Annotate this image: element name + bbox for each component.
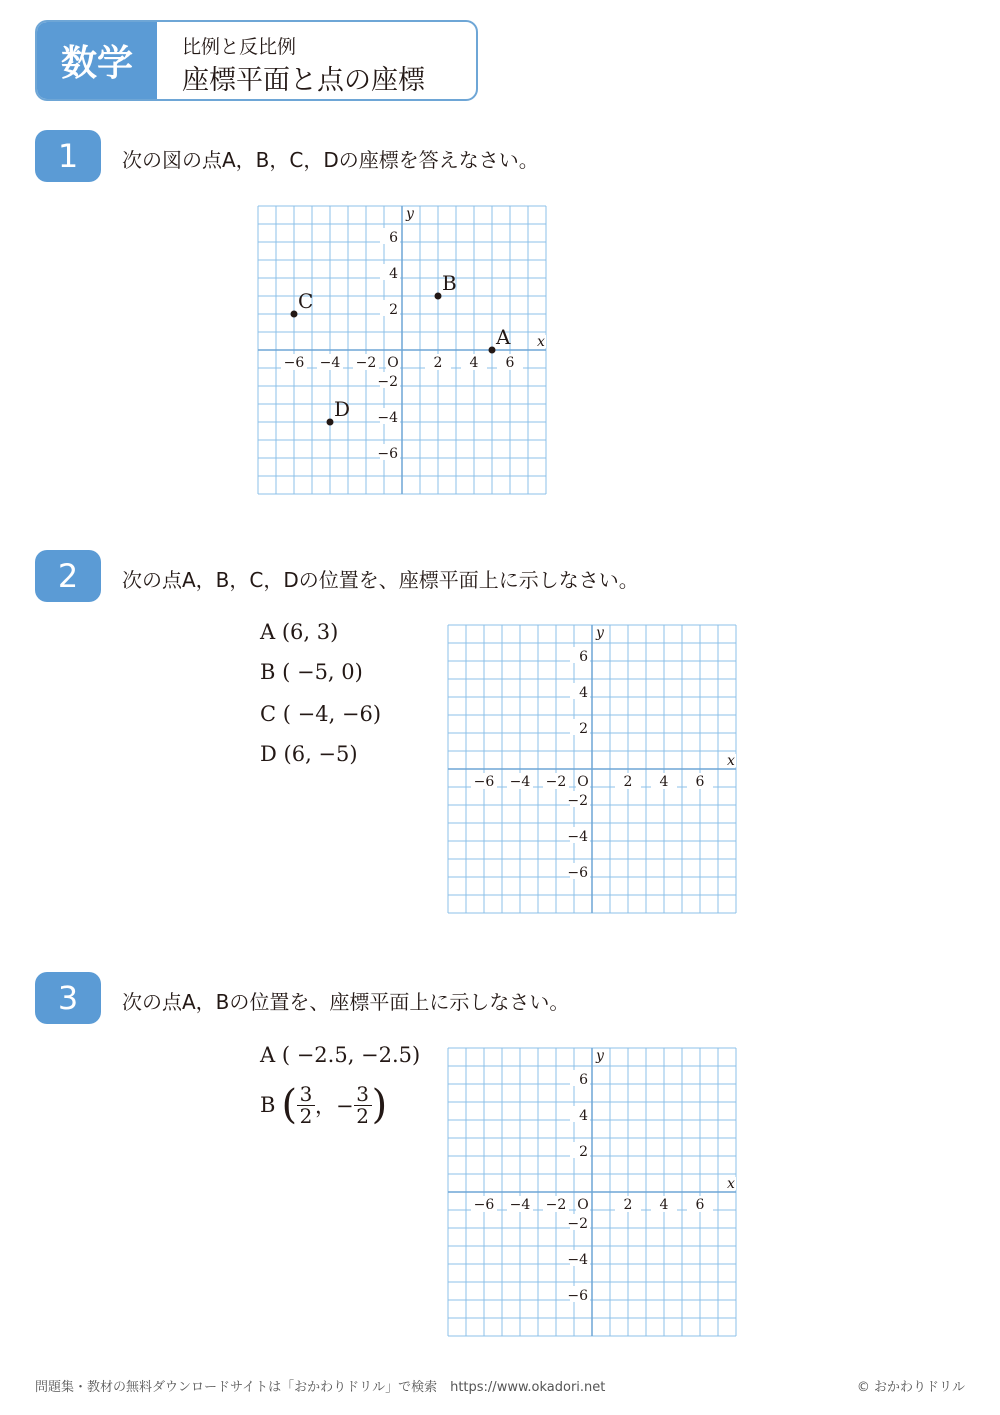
question-1-number: 1 [35, 130, 101, 182]
x-tick-label: 2 [623, 774, 633, 790]
coordinate-plane-1 [250, 200, 550, 500]
x-tick-label: −6 [473, 774, 495, 790]
point-b-item: B ( −5, 0) [260, 660, 363, 684]
coordinate-plane-3[interactable] [440, 1042, 740, 1342]
x-tick-label: −2 [355, 355, 377, 371]
point-d-item: D (6, −5) [260, 742, 358, 766]
x-tick-label: −6 [283, 355, 305, 371]
y-axis-label: y [596, 625, 604, 641]
point-b [435, 293, 442, 300]
point-a [489, 347, 496, 354]
point-c-item: C ( −4, −6) [260, 702, 382, 726]
y-tick-label: −6 [567, 1288, 588, 1304]
right-paren: ) [371, 1082, 388, 1128]
y-tick-label: 4 [579, 685, 588, 701]
y-tick-label: −2 [377, 374, 398, 390]
y-tick-label: 4 [389, 266, 398, 282]
y-tick-label: −2 [567, 793, 588, 809]
point-c [291, 311, 298, 318]
y-tick-label: −4 [377, 410, 398, 426]
y-tick-label: 6 [579, 649, 588, 665]
y-tick-label: −2 [567, 1216, 588, 1232]
footer-copyright: © おかわりドリル [856, 1380, 965, 1395]
point-a-item: A (6, 3) [260, 620, 339, 644]
unit-subtitle: 比例と反比例 [182, 36, 297, 58]
point-a-label: A [496, 325, 511, 349]
point-a-item: A ( −2.5, −2.5) [260, 1043, 421, 1067]
x-tick-label: −4 [509, 774, 531, 790]
question-2-text: 次の点A，B，C，Dの位置を、座標平面上に示しなさい。 [122, 568, 639, 592]
point-b-item [260, 1082, 387, 1128]
point-c-label: C [298, 289, 314, 313]
y-tick-label: −6 [567, 865, 588, 881]
worksheet-header [35, 20, 478, 101]
question-3-text: 次の点A，Bの位置を、座標平面上に示しなさい。 [122, 990, 570, 1014]
point-b-label: B [260, 1093, 276, 1117]
y-tick-label: 6 [389, 230, 398, 246]
point-b-label: B [442, 271, 457, 295]
x-tick-label: −4 [319, 355, 341, 371]
worksheet-title: 座標平面と点の座標 [182, 65, 425, 96]
question-3-number: 3 [35, 972, 101, 1024]
y-tick-label: −4 [567, 829, 588, 845]
x-tick-label: −4 [509, 1197, 531, 1213]
y-tick-label: 2 [389, 302, 398, 318]
x-tick-label: 2 [623, 1197, 633, 1213]
y-tick-label: 2 [579, 721, 588, 737]
numerator: 3 [299, 1081, 313, 1106]
left-paren: ( [281, 1082, 298, 1128]
fraction-x [297, 1081, 315, 1128]
x-tick-label: 4 [659, 1197, 669, 1213]
numerator: 3 [356, 1081, 370, 1106]
x-tick-label: 2 [433, 355, 443, 371]
y-axis-label: y [596, 1048, 604, 1064]
y-tick-label: −6 [377, 446, 398, 462]
x-tick-label: 4 [469, 355, 479, 371]
footer-site-note: 問題集・教材の無料ダウンロードサイトは「おかわりドリル」で検索 https://www.okadori.net [35, 1380, 606, 1395]
question-2-number: 2 [35, 550, 101, 602]
y-tick-label: 6 [579, 1072, 588, 1088]
point-d-label: D [334, 397, 351, 421]
x-tick-label: −2 [545, 1197, 567, 1213]
x-tick-label: −2 [545, 774, 567, 790]
fraction-y [354, 1081, 372, 1128]
x-axis-label: x [537, 334, 545, 350]
origin-label: O [387, 355, 399, 371]
x-axis-label: x [727, 753, 735, 769]
x-tick-label: 4 [659, 774, 669, 790]
point-d [327, 419, 334, 426]
denominator: 2 [299, 1103, 313, 1128]
origin-label: O [577, 774, 589, 790]
x-tick-label: 6 [695, 774, 705, 790]
y-axis-label: y [406, 206, 414, 222]
denominator: 2 [356, 1103, 370, 1128]
x-tick-label: −6 [473, 1197, 495, 1213]
y-tick-label: 2 [579, 1144, 588, 1160]
y-tick-label: −4 [567, 1252, 588, 1268]
x-tick-label: 6 [505, 355, 515, 371]
x-tick-label: 6 [695, 1197, 705, 1213]
separator: ，− [315, 1094, 354, 1118]
question-1-text: 次の図の点A，B，C，Dの座標を答えなさい。 [122, 148, 539, 172]
origin-label: O [577, 1197, 589, 1213]
y-tick-label: 4 [579, 1108, 588, 1124]
x-axis-label: x [727, 1176, 735, 1192]
subject-badge: 数学 [37, 22, 157, 99]
coordinate-plane-2[interactable] [440, 619, 740, 919]
